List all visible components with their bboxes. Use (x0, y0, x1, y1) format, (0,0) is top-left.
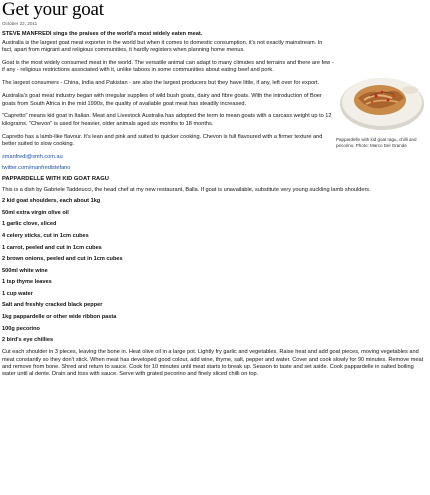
paragraph: Goat is the most widely consumed meat in the world. The versatile animal can adapt to many climates and terrains and there are few - if any - religious restrictions associated with it, unlike taboos in some communities about eating beef and pork. (2, 60, 334, 74)
ingredient-item: 1kg pappardelle or other wide ribbon pasta (2, 314, 117, 321)
ingredient-item: 1 garlic clove, sliced (2, 221, 57, 228)
article (2, 0, 428, 378)
paragraph: Australia's goat meat industry began with irregular supplies of wild bush goats, dairy and fibre goats. With the introduction of Boer goats from South Africa in the mid 1990s, the quality of available goat meat has steadily increased. (2, 93, 322, 107)
ingredient-item: 100g pecorino (2, 325, 40, 332)
paragraph: The largest consumers - China, India and Pakistan - are also the largest producers but they have little, if any, left over for export. (2, 80, 320, 87)
ingredient-list (2, 198, 426, 344)
dish-photo (336, 62, 424, 136)
ingredient-item: 1 tsp thyme leaves (2, 279, 52, 286)
article-title: Get your goat (2, 0, 104, 20)
ingredient-item: 2 bird's eye chillies (2, 337, 54, 344)
recipe (2, 172, 426, 379)
ingredient-item: Salt and freshly cracked black pepper (2, 302, 103, 309)
ingredient-item: 2 brown onions, peeled and cut in 1cm cubes (2, 256, 123, 263)
ingredient-item: 500ml white wine (2, 267, 48, 274)
ingredient-item: 2 kid goat shoulders, each about 1kg (2, 198, 101, 205)
figure-caption: Pappardelle with kid goat ragu, chilli and pecorino. Photo: Marco Del Grande (336, 137, 417, 148)
article-body-top (2, 40, 334, 172)
article-figure (336, 40, 428, 172)
ingredient-item: 1 carrot, peeled and cut in 1cm cubes (2, 244, 102, 251)
article-date: October 22, 2011 (2, 21, 38, 26)
author-email-link[interactable]: smanfredi@smh.com.au (2, 153, 63, 160)
recipe-title: PAPPARDELLE WITH KID GOAT RAGU (2, 175, 109, 182)
article-lead: STEVE MANFREDI sings the praises of the world's most widely eaten meat. (2, 31, 203, 37)
ingredient-item: 1 cup water (2, 290, 33, 297)
paragraph: Australia is the largest goat meat exporter in the world but when it comes to domestic consumption, it's not exactly mainstream. In fact, apart from migrant and religious communities, it hardly registers when planning home menus. (2, 40, 323, 54)
ingredient-item: 4 celery sticks, cut in 1cm cubes (2, 232, 89, 239)
ingredient-item: 50ml extra virgin olive oil (2, 209, 69, 216)
paragraph: Capretto has a lamb-like flavour. It's lean and pink and suited to quicker cooking. Chevon is full flavoured with a firmer texture and better suited to slow cooking. (2, 133, 323, 147)
paragraph: "Capretto" means kid goat in Italian. Meat and Livestock Australia has adopted the term to mean goats with a carcass weight up to 12 kilograms. "Chevon" is used for heavier, older animals aged six months to 18 months. (2, 113, 332, 127)
recipe-intro: This is a dish by Gabriele Taddeucci, the head chef at my new restaurant, Balla. If goat is unavailable, substitute very young suckling lamb shoulders. (2, 186, 371, 193)
author-twitter-link[interactable]: twitter.com/manfredistefano (2, 164, 71, 171)
recipe-method: Cut each shoulder in 3 pieces, leaving the bone in. Heat olive oil in a large pot. Lightly fry garlic and vegetables. Raise heat and add goat pieces, moving vegetables and meat constantly so they don't stick. When meat has developed good colour, add wine, thyme, salt, pepper and water. Cover and cook slowly for 90 minutes. Remove meat and remove from bone. Shred and return to sauce. Cook for 10 minutes until meat starts to break up. Season to taste and set aside. Cook pappardelle in salted boiling water until al dente. Drain and toss with sauce. Serve with grated pecorino and finely sliced chilli on top. (2, 349, 424, 378)
